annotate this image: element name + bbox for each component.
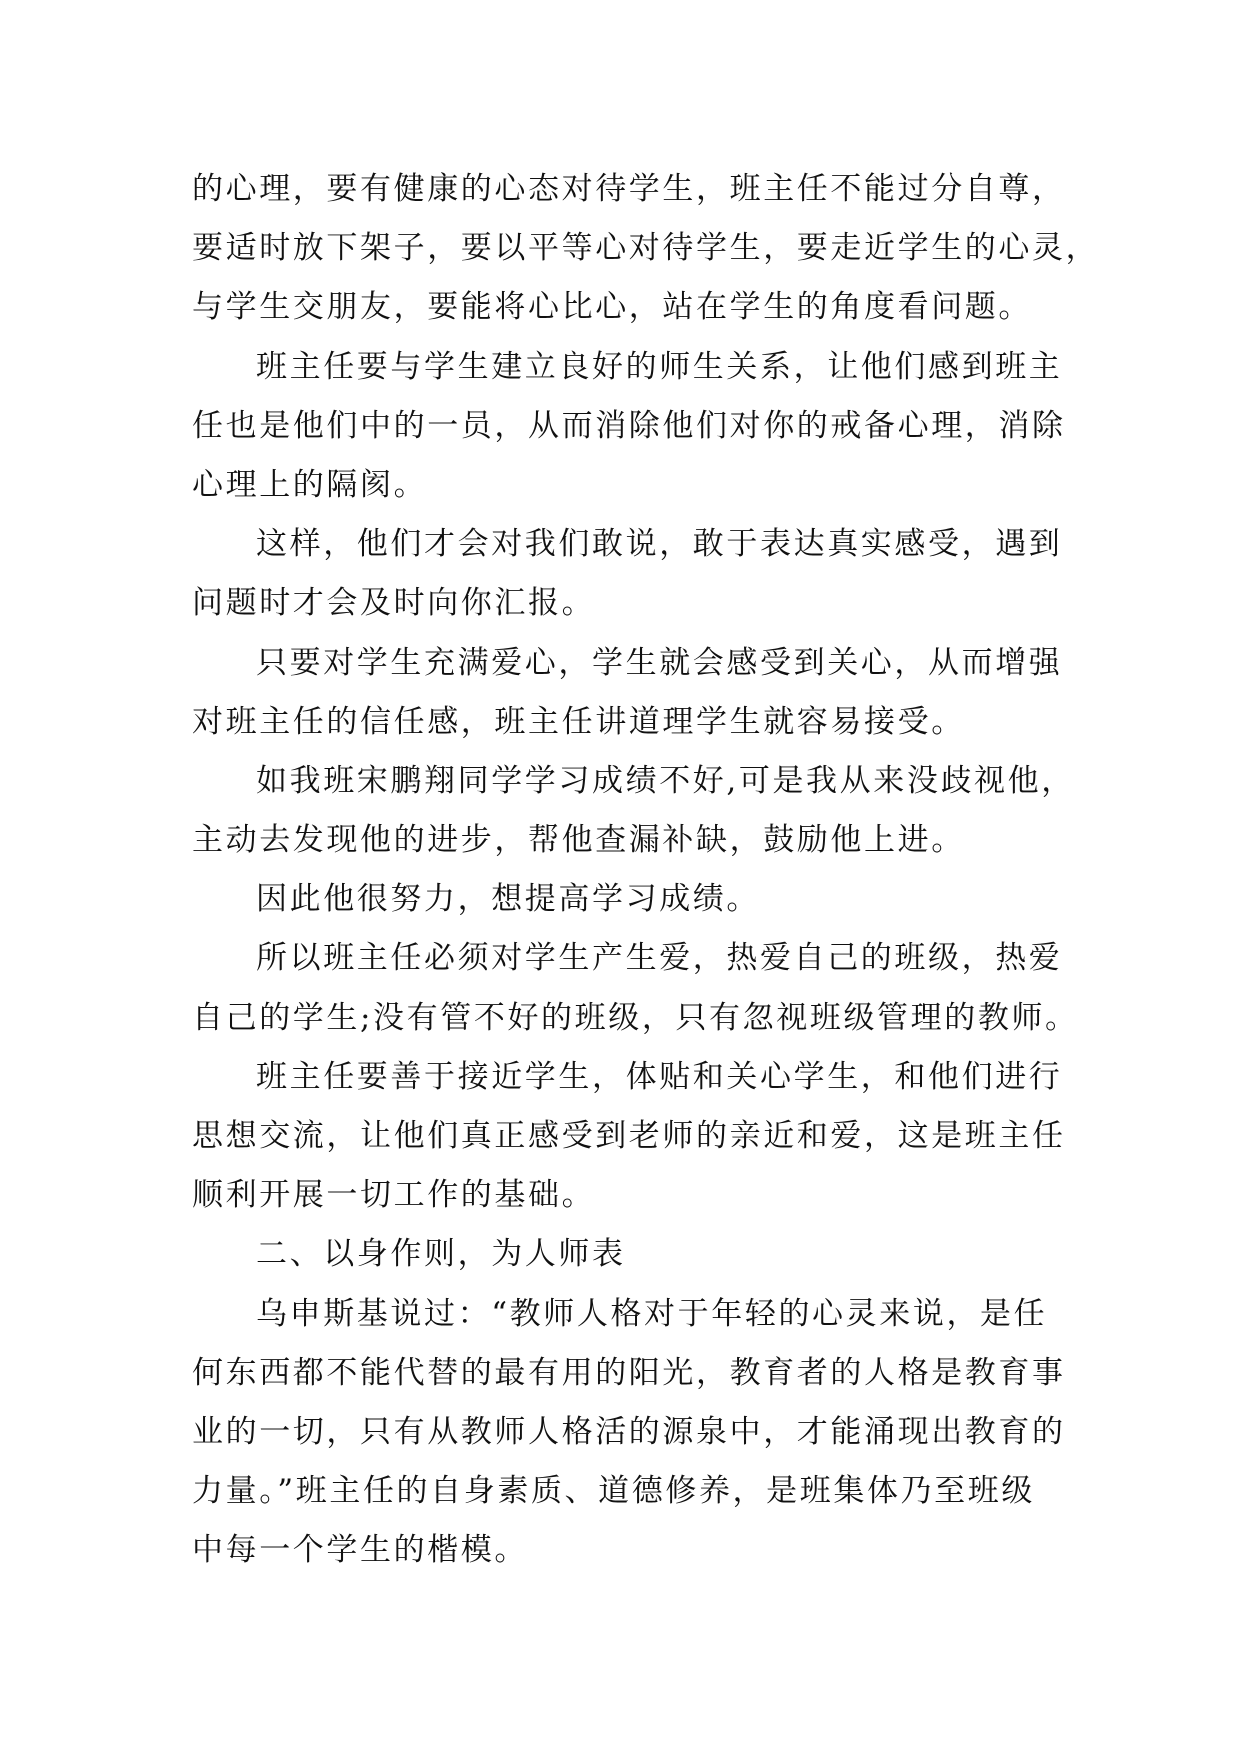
text-line: 何东西都不能代替的最有用的阳光，教育者的人格是教育事 <box>192 1354 1066 1391</box>
paragraph-first-line: 如我班宋鹏翔同学学习成绩不好,可是我从来没歧视他， <box>256 762 1075 799</box>
paragraph-first-line: 班主任要善于接近学生，体贴和关心学生，和他们进行 <box>256 1058 1063 1095</box>
paragraph-first-line: 因此他很努力，想提高学习成绩。 <box>256 881 760 918</box>
text-line: 要适时放下架子，要以平等心对待学生，要走近学生的心灵， <box>192 230 1100 267</box>
paragraph-first-line: 只要对学生充满爱心，学生就会感受到关心，从而增强 <box>256 644 1063 681</box>
text-line: 与学生交朋友，要能将心比心，站在学生的角度看问题。 <box>192 289 1032 326</box>
text-line: 问题时才会及时向你汇报。 <box>192 585 596 622</box>
text-line: 的心理，要有健康的心态对待学生，班主任不能过分自尊， <box>192 171 1066 207</box>
text-line: 自己的学生;没有管不好的班级，只有忽视班级管理的教师。 <box>192 999 1079 1036</box>
text-line: 力量。”班主任的自身素质、道德修养，是班集体乃至班级 <box>192 1473 1035 1510</box>
text-line: 思想交流，让他们真正感受到老师的亲近和爱，这是班主任 <box>192 1118 1066 1154</box>
text-line: 主动去发现他的进步，帮他查漏补缺，鼓励他上进。 <box>192 822 965 859</box>
section-heading: 二、以身作则，为人师表 <box>256 1236 626 1273</box>
text-line: 中每一个学生的楷模。 <box>192 1532 528 1569</box>
paragraph-first-line: 班主任要与学生建立良好的师生关系，让他们感到班主 <box>256 348 1063 385</box>
text-line: 顺利开展一切工作的基础。 <box>192 1177 596 1214</box>
paragraph-first-line: 乌申斯基说过：“教师人格对于年轻的心灵来说，是任 <box>256 1295 1048 1332</box>
text-line: 心理上的隔阂。 <box>192 466 428 503</box>
document-body <box>192 160 1100 1581</box>
paragraph-first-line: 所以班主任必须对学生产生爱，热爱自己的班级，热爱 <box>256 940 1063 977</box>
text-line: 任也是他们中的一员，从而消除他们对你的戒备心理，消除 <box>192 407 1066 444</box>
text-line: 对班主任的信任感，班主任讲道理学生就容易接受。 <box>192 703 965 740</box>
paragraph-first-line: 这样，他们才会对我们敢说，敢于表达真实感受，遇到 <box>256 526 1063 563</box>
text-line: 业的一切，只有从教师人格活的源泉中，才能涌现出教育的 <box>192 1413 1066 1450</box>
